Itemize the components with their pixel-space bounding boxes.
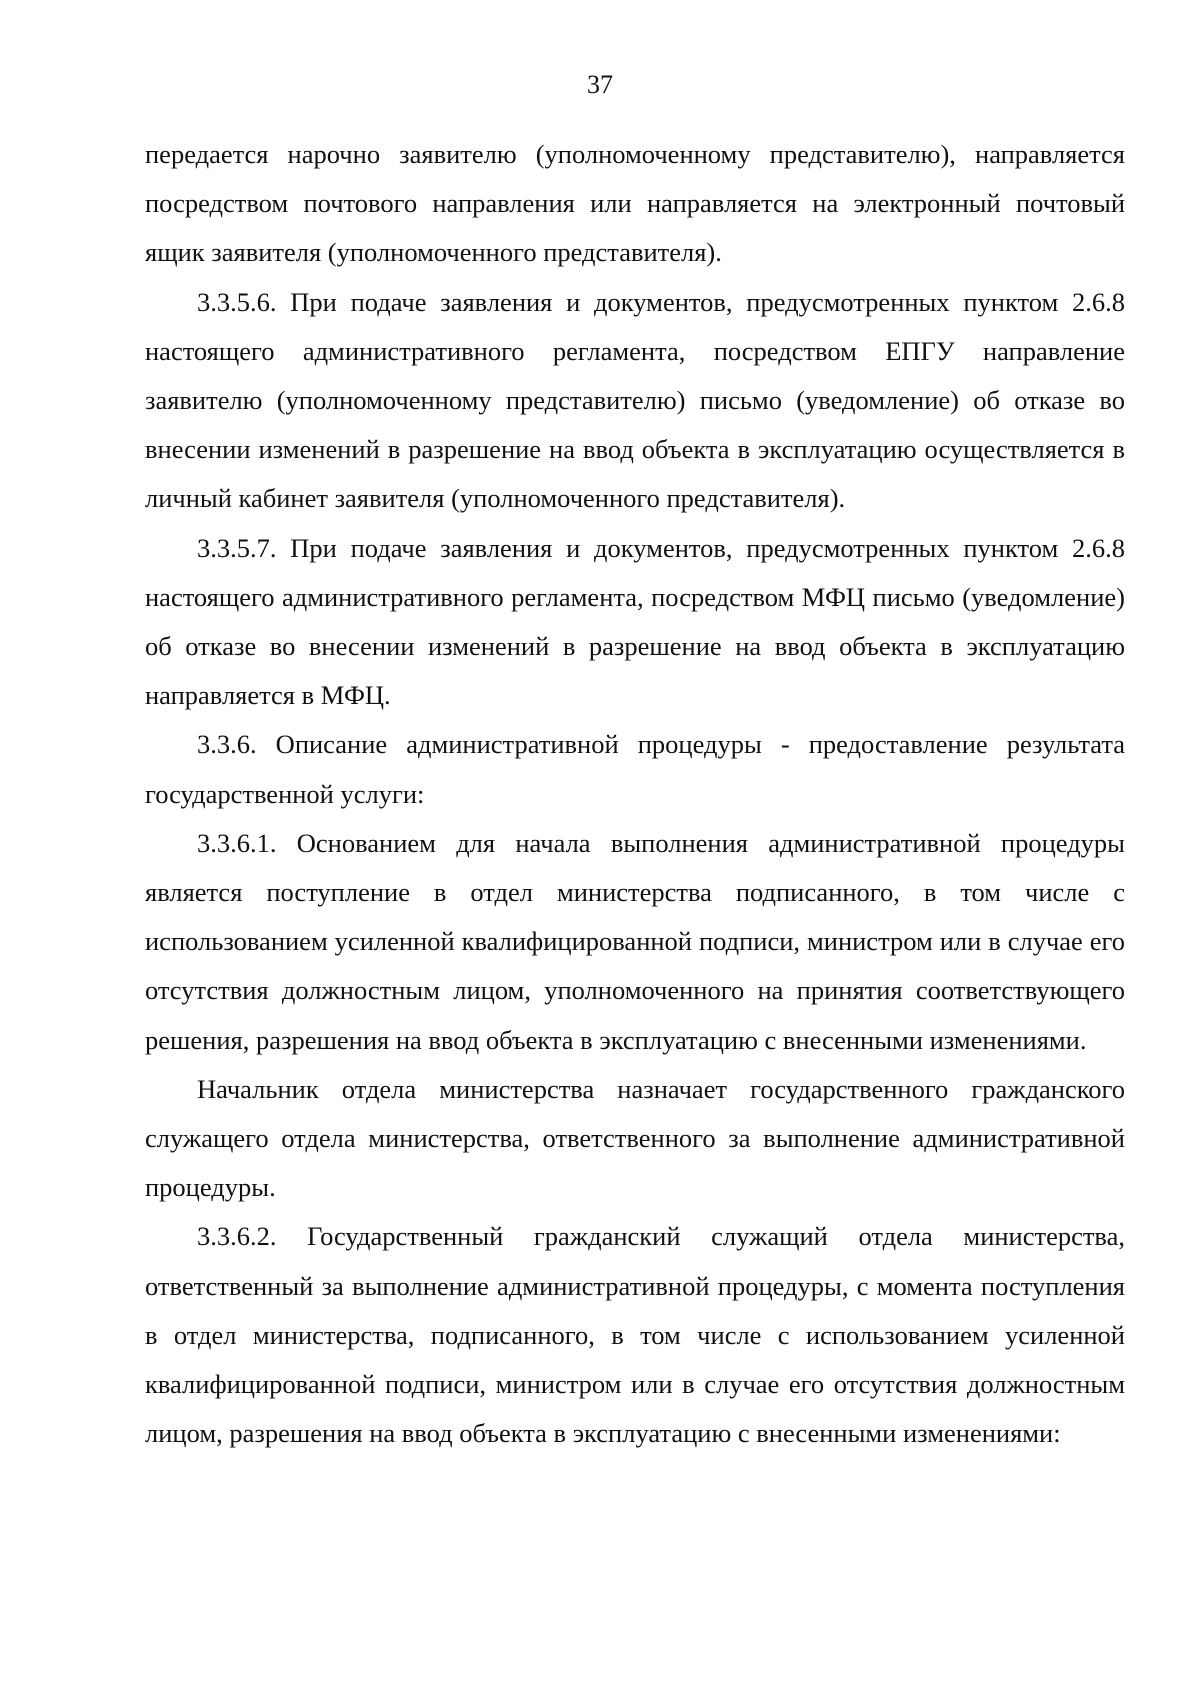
page-number: 37 [587,70,613,99]
paragraph-continuation: передается нарочно заявителю (уполномоченному представителю), направляется посредством почтового направления или направляется на электронный почтовый ящик заявителя (уполномоченного представителя). [145,139,1125,268]
paragraph-3-3-6: 3.3.6. Описание административной процедуры - предоставление результата государственной услуги: [145,729,1125,809]
document-body [145,130,1125,1458]
paragraph-3-3-6-1: 3.3.6.1. Основанием для начала выполнения административной процедуры является поступление в отдел министерства подписанного, в том числе с использованием усиленной квалифицированной подписи, министром или в случае его отсутствия должностным лицом, уполномоченного на принятия соответствующего решения, разрешения на ввод объекта в эксплуатацию с внесенными изменениями. [145,827,1125,1055]
paragraph-head-of-department: Начальник отдела министерства назначает государственного гражданского служащего отдела министерства, ответственного за выполнение административной процедуры. [145,1073,1125,1203]
paragraph-3-3-5-6: 3.3.5.6. При подаче заявления и документов, предусмотренных пунктом 2.6.8 настоящего административного регламента, посредством ЕПГУ направление заявителю (уполномоченному представителю) письмо (уведомление) об отказе во внесении изменений в разрешение на ввод объекта в эксплуатацию осуществляется в личный кабинет заявителя (уполномоченного представителя). [145,286,1125,514]
paragraph-3-3-6-2: 3.3.6.2. Государственный гражданский служащий отдела министерства, ответственный за выполнение административной процедуры, с момента поступления в отдел министерства, подписанного, в том числе с использованием усиленной квалифицированной подписи, министром или в случае его отсутствия должностным лицом, разрешения на ввод объекта в эксплуатацию с внесенными изменениями: [145,1221,1125,1449]
paragraph-3-3-5-7: 3.3.5.7. При подаче заявления и документов, предусмотренных пунктом 2.6.8 настоящего административного регламента, посредством МФЦ письмо (уведомление) об отказе во внесении изменений в разрешение на ввод объекта в эксплуатацию направляется в МФЦ. [145,532,1125,711]
